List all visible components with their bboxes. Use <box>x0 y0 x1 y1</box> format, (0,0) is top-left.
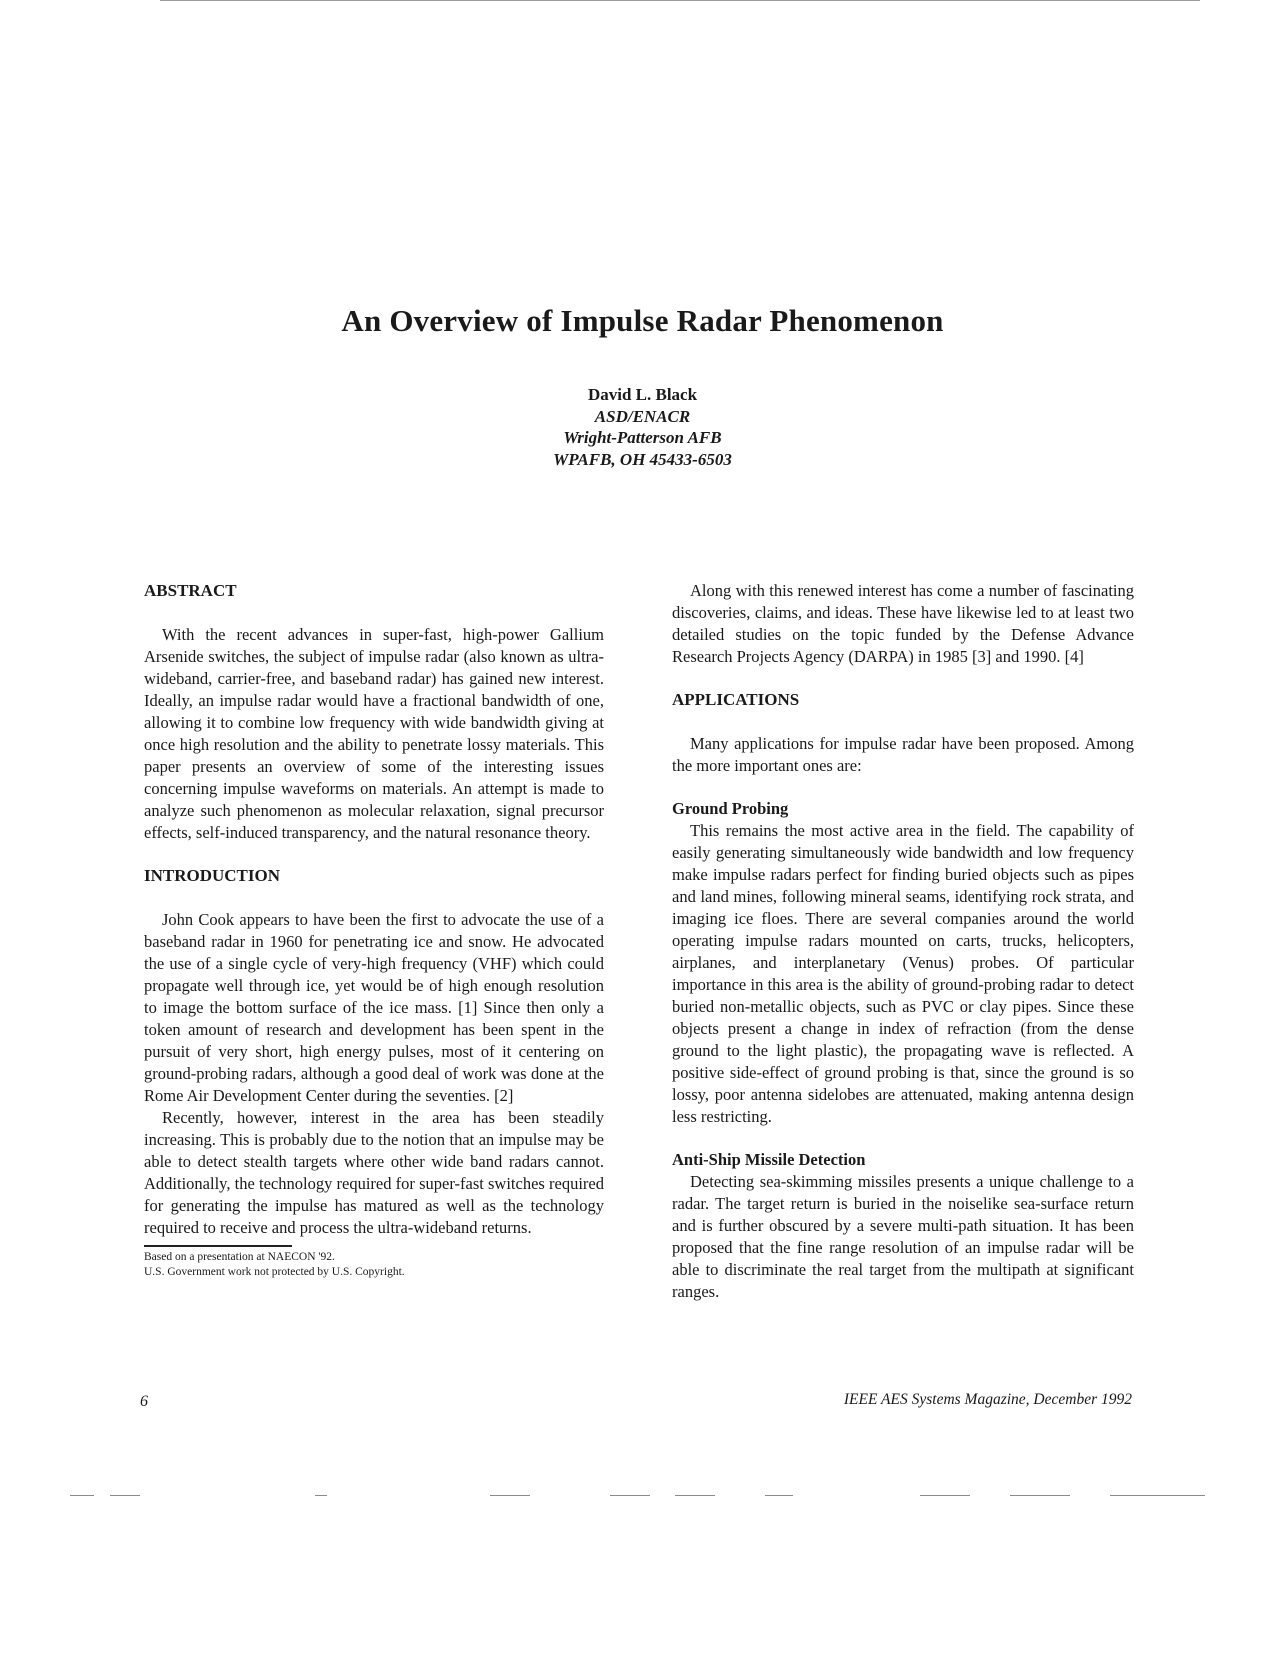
scan-mark <box>315 1495 327 1496</box>
scan-mark <box>920 1495 970 1496</box>
author-address: WPAFB, OH 45433-6503 <box>553 449 732 469</box>
scan-mark <box>610 1495 650 1496</box>
top-rule <box>160 0 1200 1</box>
scan-mark <box>765 1495 793 1496</box>
scan-mark <box>110 1495 140 1496</box>
abstract-heading: ABSTRACT <box>144 581 237 600</box>
abstract-text: With the recent advances in super-fast, high-power Gallium Arsenide switches, the subject of impulse radar (also known as ultra-wideband, carrier-free, and baseband radar) has gained new interest. Ideally, an impulse radar would have a fractional bandwidth of one, allowing it to combine low frequency with wide bandwidth giving at once high resolution and the ability to penetrate lossy materials. This paper presents an overview of some of the interesting issues concerning impulse waveforms on materials. An attempt is made to analyze such phenomenon as molecular relaxation, signal precursor effects, self-induced transparency, and the natural resonance theory. <box>144 625 604 842</box>
ground-probing-heading: Ground Probing <box>672 799 789 818</box>
intro-paragraph-1: John Cook appears to have been the first to advocate the use of a baseband radar in 1960 for penetrating ice and snow. He advocated the use of a single cycle of very-high frequency (VHF) which could propagate well through ice, yet would be of high enough resolution to image the bottom surface of the ice mass. [1] Since then only a token amount of research and development has been spent in the pursuit of very short, high energy pulses, most of it centering on ground-probing radars, although a good deal of work was done at the Rome Air Development Center during the seventies. [2] <box>144 910 604 1105</box>
introduction-heading: INTRODUCTION <box>144 866 281 885</box>
journal-footer: IEEE AES Systems Magazine, December 1992 <box>843 1391 1132 1408</box>
applications-intro: Many applications for impulse radar have been proposed. Among the more important ones are: <box>672 734 1134 775</box>
footnotes <box>144 1250 604 1280</box>
footnote-copyright: U.S. Government work not protected by U.S. Copyright. <box>144 1266 405 1278</box>
scan-mark <box>675 1495 715 1496</box>
footnote-presentation: Based on a presentation at NAECON '92. <box>144 1251 335 1263</box>
scan-mark <box>490 1495 530 1496</box>
author-block <box>0 384 1285 470</box>
intro-paragraph-3: Along with this renewed interest has come a number of fascinating discoveries, claims, and ideas. These have likewise led to at least two detailed studies on the topic funded by the Defense Advance Research Projects Agency (DARPA) in 1985 [3] and 1990. [4] <box>672 581 1134 666</box>
scan-mark <box>1010 1495 1070 1496</box>
author-name: David L. Black <box>587 385 698 404</box>
applications-heading: APPLICATIONS <box>672 690 800 709</box>
anti-ship-heading: Anti-Ship Missile Detection <box>672 1150 866 1169</box>
author-base: Wright-Patterson AFB <box>563 428 722 447</box>
left-column <box>144 580 604 1280</box>
scan-mark <box>1110 1495 1205 1496</box>
intro-paragraph-2: Recently, however, interest in the area has been steadily increasing. This is probably due to the notion that an impulse may be able to detect stealth targets where other wide band radars cannot. Additionally, the technology required for super-fast switches required for generating the impulse has matured as well as the technology required to receive and process the ultra-wideband returns. <box>144 1108 604 1237</box>
scan-mark <box>70 1495 94 1496</box>
footnote-rule <box>144 1245 292 1247</box>
page-number: 6 <box>140 1393 148 1410</box>
ground-probing-text: This remains the most active area in the field. The capability of easily generating simultaneously wide bandwidth and low frequency make impulse radars perfect for finding buried objects such as pipes and land mines, following mineral seams, identifying rock strata, and imaging ice floes. There are several companies around the world operating impulse radars mounted on carts, trucks, helicopters, airplanes, and interplanetary (Venus) probes. Of particular importance in this area is the ability of ground-probing radar to detect buried non-metallic objects, such as PVC or clay pipes. Since these objects present a change in index of refraction (from the dense ground to the light plastic), the propagating wave is reflected. A positive side-effect of ground probing is that, since the ground is so lossy, poor antenna sidelobes are attenuated, making antenna design less restricting. <box>672 821 1134 1126</box>
right-column <box>672 580 1134 1303</box>
anti-ship-text: Detecting sea-skimming missiles presents a unique challenge to a radar. The target return is buried in the noiselike sea-surface return and is further obscured by a severe multi-path situation. It has been proposed that the fine range resolution of an impulse radar will be able to discriminate the real target from the multipath at significant ranges. <box>672 1172 1134 1301</box>
author-org: ASD/ENACR <box>594 406 691 426</box>
paper-title: An Overview of Impulse Radar Phenomenon <box>341 303 944 338</box>
